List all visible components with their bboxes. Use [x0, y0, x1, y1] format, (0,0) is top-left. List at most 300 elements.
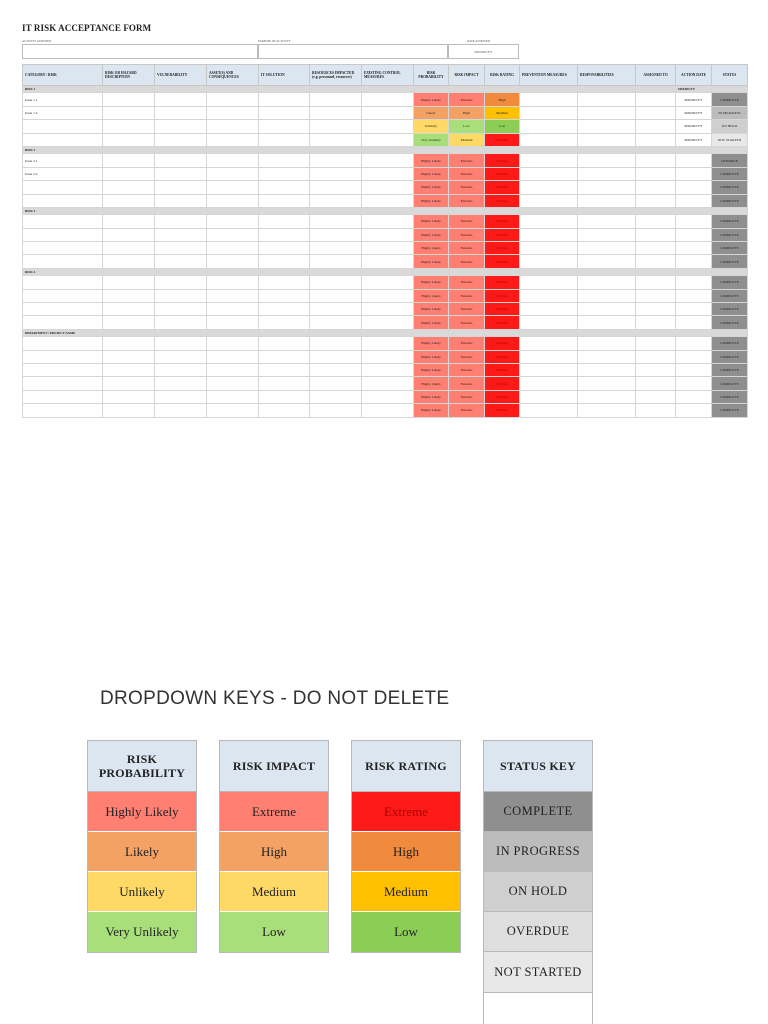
- rating-cell[interactable]: Extreme: [485, 337, 520, 350]
- probability-cell[interactable]: Highly Likely: [414, 255, 449, 268]
- rating-cell[interactable]: High: [485, 93, 520, 106]
- table-cell[interactable]: [207, 242, 259, 255]
- status-cell[interactable]: OVERDUE: [712, 154, 748, 167]
- action-date-cell[interactable]: [676, 276, 712, 289]
- table-cell[interactable]: [103, 276, 155, 289]
- action-date-cell[interactable]: [676, 303, 712, 316]
- table-cell[interactable]: [520, 194, 578, 207]
- table-cell[interactable]: [103, 390, 155, 403]
- table-cell[interactable]: [636, 215, 676, 228]
- table-cell[interactable]: [155, 255, 207, 268]
- table-cell[interactable]: [362, 242, 414, 255]
- table-cell[interactable]: [155, 93, 207, 106]
- table-cell[interactable]: [636, 242, 676, 255]
- action-date-cell[interactable]: [676, 350, 712, 363]
- table-cell[interactable]: [362, 363, 414, 376]
- table-cell[interactable]: [103, 377, 155, 390]
- table-cell[interactable]: [259, 228, 310, 241]
- table-cell[interactable]: [520, 350, 578, 363]
- table-cell[interactable]: [362, 390, 414, 403]
- issue-label-cell[interactable]: [23, 242, 103, 255]
- probability-cell[interactable]: Highly Likely: [414, 215, 449, 228]
- table-cell[interactable]: [362, 404, 414, 417]
- issue-label-cell[interactable]: [23, 390, 103, 403]
- table-cell[interactable]: [578, 242, 636, 255]
- rating-cell[interactable]: Extreme: [485, 303, 520, 316]
- impact-cell[interactable]: Extreme: [449, 215, 485, 228]
- table-cell[interactable]: [362, 167, 414, 180]
- action-date-cell[interactable]: MM/DD/YY: [676, 93, 712, 106]
- action-date-cell[interactable]: [676, 390, 712, 403]
- status-cell[interactable]: COMPLETE: [712, 316, 748, 329]
- table-cell[interactable]: [520, 363, 578, 376]
- probability-cell[interactable]: Highly Likely: [414, 303, 449, 316]
- table-cell[interactable]: [155, 377, 207, 390]
- table-cell[interactable]: [310, 93, 362, 106]
- table-cell[interactable]: [207, 154, 259, 167]
- table-cell[interactable]: [259, 194, 310, 207]
- table-cell[interactable]: [636, 404, 676, 417]
- table-cell[interactable]: [155, 154, 207, 167]
- table-cell[interactable]: [103, 106, 155, 119]
- table-cell[interactable]: [207, 106, 259, 119]
- table-cell[interactable]: [636, 289, 676, 302]
- table-cell[interactable]: [636, 106, 676, 119]
- date-assessed-field[interactable]: MM/DD/YY: [448, 44, 519, 59]
- table-cell[interactable]: [636, 337, 676, 350]
- table-cell[interactable]: [259, 377, 310, 390]
- table-cell[interactable]: [362, 120, 414, 133]
- table-cell[interactable]: [259, 390, 310, 403]
- rating-cell[interactable]: Extreme: [485, 215, 520, 228]
- rating-cell[interactable]: Extreme: [485, 350, 520, 363]
- table-cell[interactable]: [520, 255, 578, 268]
- table-cell[interactable]: [259, 120, 310, 133]
- table-cell[interactable]: [103, 120, 155, 133]
- probability-cell[interactable]: Highly Likely: [414, 377, 449, 390]
- impact-cell[interactable]: Extreme: [449, 363, 485, 376]
- rating-cell[interactable]: Extreme: [485, 242, 520, 255]
- action-date-cell[interactable]: [676, 337, 712, 350]
- table-cell[interactable]: [362, 377, 414, 390]
- action-date-cell[interactable]: [676, 215, 712, 228]
- rating-cell[interactable]: Extreme: [485, 167, 520, 180]
- table-cell[interactable]: [520, 154, 578, 167]
- table-cell[interactable]: [310, 194, 362, 207]
- rating-cell[interactable]: Extreme: [485, 255, 520, 268]
- action-date-cell[interactable]: [676, 404, 712, 417]
- rating-cell[interactable]: Extreme: [485, 404, 520, 417]
- table-cell[interactable]: [310, 255, 362, 268]
- issue-label-cell[interactable]: [23, 276, 103, 289]
- impact-cell[interactable]: Extreme: [449, 93, 485, 106]
- table-cell[interactable]: [310, 363, 362, 376]
- table-cell[interactable]: [259, 337, 310, 350]
- table-cell[interactable]: [636, 93, 676, 106]
- probability-cell[interactable]: Highly Likely: [414, 194, 449, 207]
- table-cell[interactable]: [155, 215, 207, 228]
- issue-label-cell[interactable]: [23, 120, 103, 133]
- table-cell[interactable]: [520, 120, 578, 133]
- status-cell[interactable]: COMPLETE: [712, 181, 748, 194]
- probability-cell[interactable]: Highly Likely: [414, 242, 449, 255]
- issue-label-cell[interactable]: Issue 2.1: [23, 154, 103, 167]
- status-cell[interactable]: COMPLETE: [712, 303, 748, 316]
- table-cell[interactable]: [520, 289, 578, 302]
- action-date-cell[interactable]: [676, 167, 712, 180]
- status-cell[interactable]: COMPLETE: [712, 289, 748, 302]
- status-cell[interactable]: COMPLETE: [712, 337, 748, 350]
- table-cell[interactable]: [207, 377, 259, 390]
- table-cell[interactable]: [103, 350, 155, 363]
- table-cell[interactable]: [362, 154, 414, 167]
- probability-cell[interactable]: Very Unlikely: [414, 133, 449, 146]
- status-cell[interactable]: COMPLETE: [712, 93, 748, 106]
- table-cell[interactable]: [578, 167, 636, 180]
- issue-label-cell[interactable]: [23, 303, 103, 316]
- table-cell[interactable]: [207, 390, 259, 403]
- rating-cell[interactable]: Extreme: [485, 276, 520, 289]
- table-cell[interactable]: [259, 242, 310, 255]
- probability-cell[interactable]: Highly Likely: [414, 167, 449, 180]
- table-cell[interactable]: [155, 337, 207, 350]
- impact-cell[interactable]: Extreme: [449, 154, 485, 167]
- action-date-cell[interactable]: [676, 194, 712, 207]
- impact-cell[interactable]: Extreme: [449, 303, 485, 316]
- table-cell[interactable]: [520, 404, 578, 417]
- table-cell[interactable]: [207, 404, 259, 417]
- probability-cell[interactable]: Highly Likely: [414, 228, 449, 241]
- table-cell[interactable]: [520, 215, 578, 228]
- table-cell[interactable]: [310, 390, 362, 403]
- table-cell[interactable]: [103, 133, 155, 146]
- impact-cell[interactable]: Extreme: [449, 255, 485, 268]
- table-cell[interactable]: [155, 276, 207, 289]
- table-cell[interactable]: [155, 390, 207, 403]
- table-cell[interactable]: [103, 154, 155, 167]
- probability-cell[interactable]: Highly Likely: [414, 93, 449, 106]
- status-cell[interactable]: NOT STARTED: [712, 133, 748, 146]
- action-date-cell[interactable]: [676, 255, 712, 268]
- table-cell[interactable]: [362, 215, 414, 228]
- rating-cell[interactable]: Extreme: [485, 363, 520, 376]
- table-cell[interactable]: [259, 167, 310, 180]
- table-cell[interactable]: [259, 215, 310, 228]
- issue-label-cell[interactable]: [23, 337, 103, 350]
- table-cell[interactable]: [520, 167, 578, 180]
- table-cell[interactable]: [636, 228, 676, 241]
- status-cell[interactable]: COMPLETE: [712, 363, 748, 376]
- table-cell[interactable]: [362, 303, 414, 316]
- impact-cell[interactable]: Extreme: [449, 289, 485, 302]
- table-cell[interactable]: [310, 242, 362, 255]
- probability-cell[interactable]: Highly Likely: [414, 154, 449, 167]
- table-cell[interactable]: [103, 363, 155, 376]
- table-cell[interactable]: [362, 93, 414, 106]
- activity-assessed-field[interactable]: [22, 44, 258, 59]
- impact-cell[interactable]: Extreme: [449, 404, 485, 417]
- action-date-cell[interactable]: MM/DD/YY: [676, 120, 712, 133]
- table-cell[interactable]: [636, 390, 676, 403]
- table-cell[interactable]: [155, 228, 207, 241]
- action-date-cell[interactable]: [676, 242, 712, 255]
- rating-cell[interactable]: Extreme: [485, 377, 520, 390]
- table-cell[interactable]: [259, 303, 310, 316]
- table-cell[interactable]: [578, 133, 636, 146]
- table-cell[interactable]: [578, 276, 636, 289]
- table-cell[interactable]: [310, 120, 362, 133]
- action-date-cell[interactable]: [676, 289, 712, 302]
- table-cell[interactable]: [207, 350, 259, 363]
- probability-cell[interactable]: Highly Likely: [414, 390, 449, 403]
- table-cell[interactable]: [362, 289, 414, 302]
- table-cell[interactable]: [207, 316, 259, 329]
- table-cell[interactable]: [520, 93, 578, 106]
- table-cell[interactable]: [636, 181, 676, 194]
- table-cell[interactable]: [578, 289, 636, 302]
- issue-label-cell[interactable]: [23, 289, 103, 302]
- table-cell[interactable]: [155, 363, 207, 376]
- rating-cell[interactable]: Extreme: [485, 390, 520, 403]
- table-cell[interactable]: [520, 390, 578, 403]
- probability-cell[interactable]: Unlikely: [414, 120, 449, 133]
- impact-cell[interactable]: Low: [449, 120, 485, 133]
- table-cell[interactable]: [207, 194, 259, 207]
- table-cell[interactable]: [310, 303, 362, 316]
- table-cell[interactable]: [155, 106, 207, 119]
- table-cell[interactable]: [155, 350, 207, 363]
- status-cell[interactable]: COMPLETE: [712, 167, 748, 180]
- table-cell[interactable]: [310, 154, 362, 167]
- action-date-cell[interactable]: [676, 316, 712, 329]
- table-cell[interactable]: [310, 106, 362, 119]
- table-cell[interactable]: [578, 93, 636, 106]
- rating-cell[interactable]: Medium: [485, 106, 520, 119]
- impact-cell[interactable]: Extreme: [449, 276, 485, 289]
- table-cell[interactable]: [207, 337, 259, 350]
- action-date-cell[interactable]: [676, 181, 712, 194]
- table-cell[interactable]: [103, 316, 155, 329]
- probability-cell[interactable]: Highly Likely: [414, 181, 449, 194]
- table-cell[interactable]: [636, 154, 676, 167]
- table-cell[interactable]: [259, 276, 310, 289]
- impact-cell[interactable]: Extreme: [449, 377, 485, 390]
- table-cell[interactable]: [207, 120, 259, 133]
- probability-cell[interactable]: Highly Likely: [414, 363, 449, 376]
- table-cell[interactable]: [207, 93, 259, 106]
- purpose-field[interactable]: [258, 44, 448, 59]
- table-cell[interactable]: [578, 390, 636, 403]
- probability-cell[interactable]: Highly Likely: [414, 350, 449, 363]
- table-cell[interactable]: [362, 228, 414, 241]
- table-cell[interactable]: [310, 181, 362, 194]
- impact-cell[interactable]: Extreme: [449, 228, 485, 241]
- rating-cell[interactable]: Extreme: [485, 133, 520, 146]
- table-cell[interactable]: [578, 350, 636, 363]
- action-date-cell[interactable]: [676, 228, 712, 241]
- table-cell[interactable]: [578, 316, 636, 329]
- table-cell[interactable]: [207, 276, 259, 289]
- impact-cell[interactable]: Extreme: [449, 390, 485, 403]
- status-cell[interactable]: COMPLETE: [712, 390, 748, 403]
- table-cell[interactable]: [103, 181, 155, 194]
- table-cell[interactable]: [636, 255, 676, 268]
- status-cell[interactable]: ON HOLD: [712, 120, 748, 133]
- issue-label-cell[interactable]: [23, 377, 103, 390]
- table-cell[interactable]: [520, 181, 578, 194]
- issue-label-cell[interactable]: [23, 194, 103, 207]
- status-cell[interactable]: COMPLETE: [712, 215, 748, 228]
- table-cell[interactable]: [103, 93, 155, 106]
- table-cell[interactable]: [362, 316, 414, 329]
- table-cell[interactable]: [155, 133, 207, 146]
- table-cell[interactable]: [103, 303, 155, 316]
- table-cell[interactable]: [103, 242, 155, 255]
- table-cell[interactable]: [636, 276, 676, 289]
- table-cell[interactable]: [578, 404, 636, 417]
- table-cell[interactable]: [259, 181, 310, 194]
- table-cell[interactable]: [259, 133, 310, 146]
- table-cell[interactable]: [155, 120, 207, 133]
- table-cell[interactable]: [155, 181, 207, 194]
- table-cell[interactable]: [207, 133, 259, 146]
- table-cell[interactable]: [259, 106, 310, 119]
- action-date-cell[interactable]: MM/DD/YY: [676, 133, 712, 146]
- table-cell[interactable]: [520, 276, 578, 289]
- table-cell[interactable]: [155, 194, 207, 207]
- table-cell[interactable]: [636, 377, 676, 390]
- issue-label-cell[interactable]: [23, 404, 103, 417]
- impact-cell[interactable]: Extreme: [449, 194, 485, 207]
- issue-label-cell[interactable]: [23, 363, 103, 376]
- rating-cell[interactable]: Extreme: [485, 228, 520, 241]
- status-cell[interactable]: COMPLETE: [712, 276, 748, 289]
- status-cell[interactable]: COMPLETE: [712, 255, 748, 268]
- action-date-cell[interactable]: [676, 377, 712, 390]
- table-cell[interactable]: [520, 106, 578, 119]
- status-cell[interactable]: COMPLETE: [712, 377, 748, 390]
- probability-cell[interactable]: Highly Likely: [414, 404, 449, 417]
- table-cell[interactable]: [310, 228, 362, 241]
- table-cell[interactable]: [578, 303, 636, 316]
- issue-label-cell[interactable]: [23, 350, 103, 363]
- issue-label-cell[interactable]: [23, 255, 103, 268]
- table-cell[interactable]: [520, 377, 578, 390]
- table-cell[interactable]: [259, 255, 310, 268]
- table-cell[interactable]: [578, 215, 636, 228]
- table-cell[interactable]: [155, 242, 207, 255]
- table-cell[interactable]: [636, 133, 676, 146]
- table-cell[interactable]: [636, 316, 676, 329]
- table-cell[interactable]: [207, 181, 259, 194]
- table-cell[interactable]: [259, 154, 310, 167]
- rating-cell[interactable]: Extreme: [485, 289, 520, 302]
- table-cell[interactable]: [520, 242, 578, 255]
- table-cell[interactable]: [310, 337, 362, 350]
- table-cell[interactable]: [259, 350, 310, 363]
- issue-label-cell[interactable]: [23, 228, 103, 241]
- table-cell[interactable]: [259, 93, 310, 106]
- table-cell[interactable]: [362, 133, 414, 146]
- issue-label-cell[interactable]: [23, 215, 103, 228]
- table-cell[interactable]: [520, 316, 578, 329]
- issue-label-cell[interactable]: Issue 2.2: [23, 167, 103, 180]
- table-cell[interactable]: [155, 316, 207, 329]
- table-cell[interactable]: [578, 181, 636, 194]
- table-cell[interactable]: [578, 363, 636, 376]
- table-cell[interactable]: [207, 303, 259, 316]
- impact-cell[interactable]: Extreme: [449, 316, 485, 329]
- table-cell[interactable]: [155, 404, 207, 417]
- status-cell[interactable]: IN PROGRESS: [712, 106, 748, 119]
- rating-cell[interactable]: Extreme: [485, 194, 520, 207]
- impact-cell[interactable]: Medium: [449, 133, 485, 146]
- table-cell[interactable]: [636, 363, 676, 376]
- impact-cell[interactable]: High: [449, 106, 485, 119]
- issue-label-cell[interactable]: [23, 133, 103, 146]
- table-cell[interactable]: [578, 106, 636, 119]
- table-cell[interactable]: [207, 167, 259, 180]
- table-cell[interactable]: [520, 228, 578, 241]
- issue-label-cell[interactable]: [23, 181, 103, 194]
- table-cell[interactable]: [636, 167, 676, 180]
- impact-cell[interactable]: Extreme: [449, 337, 485, 350]
- table-cell[interactable]: [207, 228, 259, 241]
- status-cell[interactable]: COMPLETE: [712, 228, 748, 241]
- table-cell[interactable]: [578, 228, 636, 241]
- table-cell[interactable]: [259, 316, 310, 329]
- table-cell[interactable]: [636, 303, 676, 316]
- table-cell[interactable]: [155, 167, 207, 180]
- table-cell[interactable]: [259, 289, 310, 302]
- table-cell[interactable]: [578, 120, 636, 133]
- table-cell[interactable]: [259, 404, 310, 417]
- table-cell[interactable]: [103, 255, 155, 268]
- table-cell[interactable]: [207, 363, 259, 376]
- table-cell[interactable]: [636, 194, 676, 207]
- table-cell[interactable]: [155, 289, 207, 302]
- table-cell[interactable]: [578, 377, 636, 390]
- table-cell[interactable]: [578, 154, 636, 167]
- action-date-cell[interactable]: [676, 154, 712, 167]
- table-cell[interactable]: [636, 120, 676, 133]
- impact-cell[interactable]: Extreme: [449, 181, 485, 194]
- table-cell[interactable]: [520, 133, 578, 146]
- table-cell[interactable]: [310, 276, 362, 289]
- impact-cell[interactable]: Extreme: [449, 167, 485, 180]
- table-cell[interactable]: [103, 167, 155, 180]
- table-cell[interactable]: [103, 215, 155, 228]
- table-cell[interactable]: [103, 194, 155, 207]
- rating-cell[interactable]: Extreme: [485, 181, 520, 194]
- table-cell[interactable]: [310, 215, 362, 228]
- table-cell[interactable]: [310, 289, 362, 302]
- table-cell[interactable]: [362, 350, 414, 363]
- table-cell[interactable]: [310, 404, 362, 417]
- status-cell[interactable]: COMPLETE: [712, 242, 748, 255]
- table-cell[interactable]: [362, 276, 414, 289]
- table-cell[interactable]: [578, 255, 636, 268]
- table-cell[interactable]: [207, 289, 259, 302]
- table-cell[interactable]: [155, 303, 207, 316]
- table-cell[interactable]: [310, 377, 362, 390]
- issue-label-cell[interactable]: Issue 1.2: [23, 106, 103, 119]
- impact-cell[interactable]: Extreme: [449, 350, 485, 363]
- rating-cell[interactable]: Low: [485, 120, 520, 133]
- probability-cell[interactable]: Highly Likely: [414, 337, 449, 350]
- status-cell[interactable]: COMPLETE: [712, 404, 748, 417]
- table-cell[interactable]: [362, 181, 414, 194]
